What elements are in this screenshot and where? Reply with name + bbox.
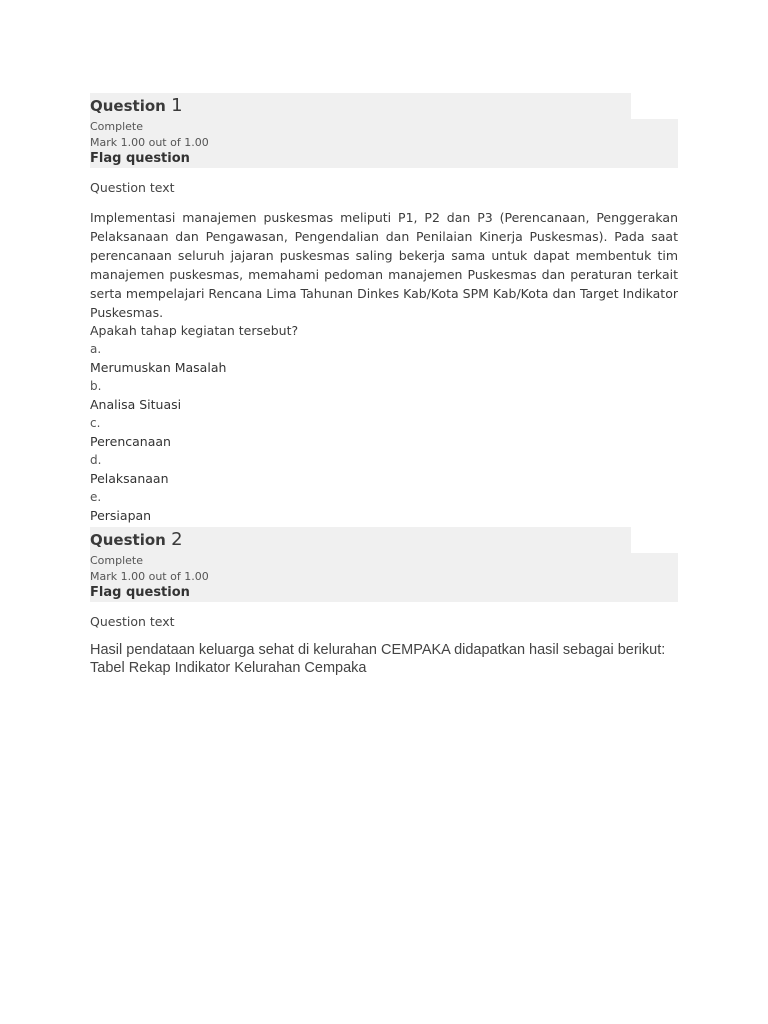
question-1-number: 1 <box>171 95 183 116</box>
quiz-review-page <box>90 93 678 678</box>
option-a-letter: a. <box>90 342 102 356</box>
question-1-title <box>90 95 183 116</box>
question-1 <box>90 93 678 525</box>
question-2 <box>90 527 678 678</box>
question-2-title <box>90 529 183 550</box>
question-1-body: Implementasi manajemen puskesmas meliputi P1, P2 dan P3 (Perencanaan, Penggerakan Pelaksanaan dan Pengawasan, Pengendalian dan Penilaian Kinerja Puskesmas). Pada saat perencanaan seluruh jajaran puskesmas saling bekerja sama untuk dapat membentuk tim manajemen puskesmas, memahami pedoman manajemen Puskesmas dan peraturan terkait serta mempelajari Rencana Lima Tahunan Dinkes Kab/Kota SPM Kab/Kota dan Target Indikator Puskesmas. <box>90 210 678 320</box>
question-1-prompt: Apakah tahap kegiatan tersebut? <box>90 323 299 338</box>
option-b-text: Analisa Situasi <box>90 397 182 412</box>
question-1-state: Complete <box>90 120 144 133</box>
question-1-options <box>90 340 678 525</box>
option-c-text: Perencanaan <box>90 434 171 449</box>
question-2-mark: Mark 1.00 out of 1.00 <box>90 570 209 583</box>
option-d-text: Pelaksanaan <box>90 471 169 486</box>
question-2-number: 2 <box>171 529 183 550</box>
question-1-flag-link[interactable]: Flag question <box>90 151 190 166</box>
option-b-letter: b. <box>90 379 102 393</box>
option-e-text: Persiapan <box>90 508 152 523</box>
question-2-info <box>90 527 678 602</box>
question-2-table-caption: Tabel Rekap Indikator Kelurahan Cempaka <box>90 660 367 676</box>
question-2-body: Hasil pendataan keluarga sehat di kelurahan CEMPAKA didapatkan hasil sebagai berikut: <box>90 642 666 658</box>
question-2-title-word: Question <box>90 531 166 549</box>
question-2-text-label: Question text <box>90 614 175 629</box>
question-1-mark: Mark 1.00 out of 1.00 <box>90 136 209 149</box>
question-2-state: Complete <box>90 554 144 567</box>
option-a-text: Merumuskan Masalah <box>90 360 227 375</box>
question-1-text-label: Question text <box>90 180 175 195</box>
question-1-title-word: Question <box>90 97 166 115</box>
question-1-info <box>90 93 678 168</box>
option-c-letter: c. <box>90 416 101 430</box>
question-2-flag-link[interactable]: Flag question <box>90 585 190 600</box>
option-d-letter: d. <box>90 453 102 467</box>
option-e-letter: e. <box>90 490 102 504</box>
